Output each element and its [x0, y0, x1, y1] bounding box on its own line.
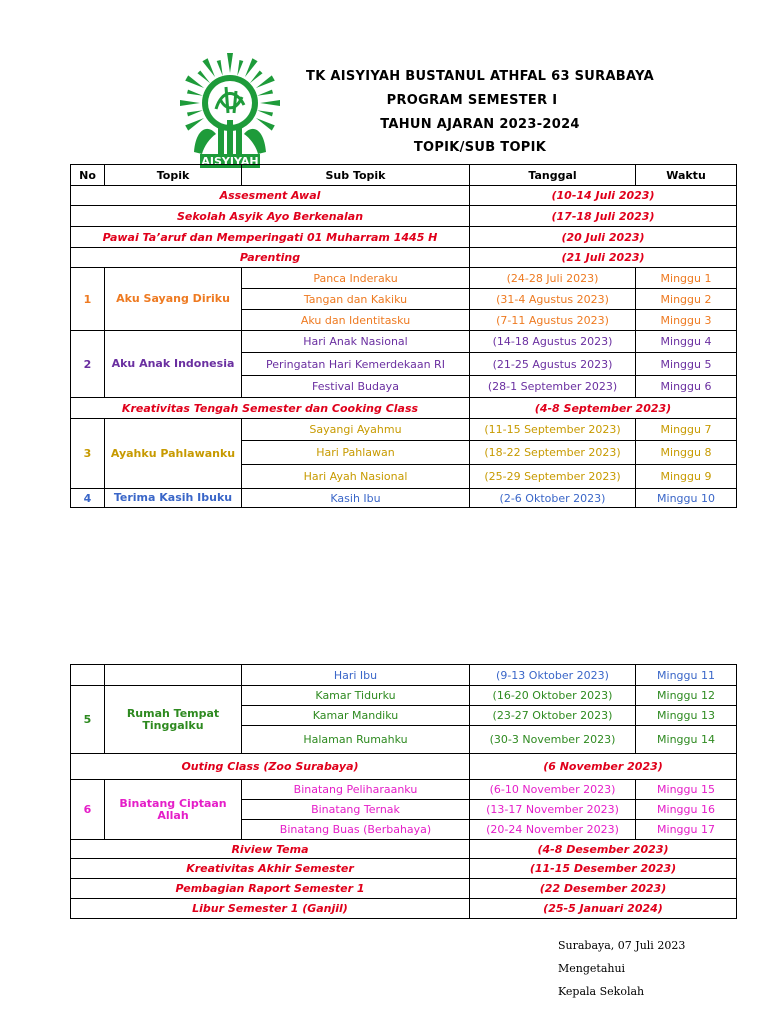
table-row: [71, 686, 737, 706]
date: (14-18 Agustus 2023): [470, 331, 636, 353]
date: (25-29 September 2023): [470, 465, 636, 489]
special-row: [71, 840, 737, 859]
date: (21-25 Agustus 2023): [470, 353, 636, 376]
week: Minggu 4: [636, 331, 737, 353]
special-row: [71, 879, 737, 899]
school-name: TK AISYIYAH BUSTANUL ATHFAL 63 SURABAYA: [306, 69, 654, 84]
date: (11-15 September 2023): [470, 419, 636, 441]
special-label: Pawai Ta’aruf dan Memperingati 01 Muharram 1445 H: [71, 227, 470, 248]
topic-number-empty: [71, 665, 105, 686]
subtopic: Sayangi Ayahmu: [242, 419, 470, 441]
table-row: [71, 780, 737, 800]
subtopic: Kamar Mandiku: [242, 706, 470, 726]
col-topik: Topik: [105, 165, 242, 186]
topic-number: 3: [71, 419, 105, 489]
subtopic: Tangan dan Kakiku: [242, 289, 470, 310]
table-subtitle: TOPIK/SUB TOPIK: [413, 140, 547, 155]
week: Minggu 10: [636, 489, 737, 508]
table-row: [71, 268, 737, 289]
special-date: (17-18 Juli 2023): [470, 206, 737, 227]
special-date: (4-8 Desember 2023): [470, 840, 737, 859]
special-label: Riview Tema: [71, 840, 470, 859]
table-row: [71, 419, 737, 441]
special-date: (25-5 Januari 2024): [470, 899, 737, 919]
subtopic: Binatang Ternak: [242, 800, 470, 820]
special-date: (4-8 September 2023): [470, 398, 737, 419]
date: (24-28 Juli 2023): [470, 268, 636, 289]
special-label: Libur Semester 1 (Ganjil): [71, 899, 470, 919]
week: Minggu 7: [636, 419, 737, 441]
table-row: [71, 665, 737, 686]
special-date: (11-15 Desember 2023): [470, 859, 737, 879]
subtopic: Hari Ibu: [242, 665, 470, 686]
week: Minggu 16: [636, 800, 737, 820]
topic-number: 1: [71, 268, 105, 331]
subtopic: Hari Anak Nasional: [242, 331, 470, 353]
special-label: Parenting: [71, 248, 470, 268]
date: (7-11 Agustus 2023): [470, 310, 636, 331]
topic-name: Aku Anak Indonesia: [105, 331, 242, 398]
date: (6-10 November 2023): [470, 780, 636, 800]
special-row: [71, 206, 737, 227]
special-date: (6 November 2023): [470, 754, 737, 780]
subtopic: Hari Ayah Nasional: [242, 465, 470, 489]
subtopic: Binatang Peliharaanku: [242, 780, 470, 800]
special-label: Sekolah Asyik Ayo Berkenalan: [71, 206, 470, 227]
col-subtopik: Sub Topik: [242, 165, 470, 186]
table-row: [71, 489, 737, 508]
program-title: PROGRAM SEMESTER I: [386, 93, 558, 108]
topic-name-empty: [105, 665, 242, 686]
special-row: [71, 754, 737, 780]
special-label: Kreativitas Akhir Semester: [71, 859, 470, 879]
signature-line-2: Kepala Sekolah: [558, 985, 645, 998]
special-row: [71, 398, 737, 419]
topic-name: Rumah Tempat Tinggalku: [105, 686, 242, 754]
col-waktu: Waktu: [636, 165, 737, 186]
special-date: (20 Juli 2023): [470, 227, 737, 248]
date: (30-3 November 2023): [470, 726, 636, 754]
topic-name: Terima Kasih Ibuku: [105, 489, 242, 508]
date: (18-22 September 2023): [470, 441, 636, 465]
week: Minggu 2: [636, 289, 737, 310]
date: (16-20 Oktober 2023): [470, 686, 636, 706]
subtopic: Hari Pahlawan: [242, 441, 470, 465]
date: (23-27 Oktober 2023): [470, 706, 636, 726]
special-date: (21 Juli 2023): [470, 248, 737, 268]
date: (2-6 Oktober 2023): [470, 489, 636, 508]
week: Minggu 12: [636, 686, 737, 706]
signature-place-date: Surabaya, 07 Juli 2023: [558, 939, 686, 952]
subtopic: Halaman Rumahku: [242, 726, 470, 754]
col-no: No: [71, 165, 105, 186]
week: Minggu 17: [636, 820, 737, 840]
week: Minggu 6: [636, 376, 737, 398]
week: Minggu 15: [636, 780, 737, 800]
subtopic: Kasih Ibu: [242, 489, 470, 508]
week: Minggu 1: [636, 268, 737, 289]
topic-number: 4: [71, 489, 105, 508]
topic-name: Ayahku Pahlawanku: [105, 419, 242, 489]
special-label: Kreativitas Tengah Semester dan Cooking Class: [71, 398, 470, 419]
special-row: [71, 248, 737, 268]
subtopic: Peringatan Hari Kemerdekaan RI: [242, 353, 470, 376]
subtopic: Panca Inderaku: [242, 268, 470, 289]
academic-year: TAHUN AJARAN 2023-2024: [380, 117, 580, 132]
signature-line-1: Mengetahui: [558, 962, 626, 975]
special-row: [71, 227, 737, 248]
topic-name: Aku Sayang Diriku: [105, 268, 242, 331]
topic-number: 2: [71, 331, 105, 398]
topic-number: 5: [71, 686, 105, 754]
week: Minggu 8: [636, 441, 737, 465]
col-tanggal: Tanggal: [470, 165, 636, 186]
date: (20-24 November 2023): [470, 820, 636, 840]
week: Minggu 13: [636, 706, 737, 726]
special-label: Outing Class (Zoo Surabaya): [71, 754, 470, 780]
topic-number: 6: [71, 780, 105, 840]
subtopic: Binatang Buas (Berbahaya): [242, 820, 470, 840]
subtopic: Festival Budaya: [242, 376, 470, 398]
week: Minggu 11: [636, 665, 737, 686]
schedule-table-2: [70, 664, 737, 919]
special-row: [71, 186, 737, 206]
date: (9-13 Oktober 2023): [470, 665, 636, 686]
logo-text: AISYIYAH: [201, 155, 259, 168]
aisyiyah-logo: [174, 48, 286, 170]
week: Minggu 5: [636, 353, 737, 376]
special-label: Assesment Awal: [71, 186, 470, 206]
topic-name: Binatang Ciptaan Allah: [105, 780, 242, 840]
special-row: [71, 859, 737, 879]
week: Minggu 9: [636, 465, 737, 489]
special-date: (22 Desember 2023): [470, 879, 737, 899]
date: (31-4 Agustus 2023): [470, 289, 636, 310]
special-label: Pembagian Raport Semester 1: [71, 879, 470, 899]
special-row: [71, 899, 737, 919]
special-date: (10-14 Juli 2023): [470, 186, 737, 206]
table-row: [71, 331, 737, 353]
date: (13-17 November 2023): [470, 800, 636, 820]
header-row: [71, 165, 737, 186]
date: (28-1 September 2023): [470, 376, 636, 398]
week: Minggu 14: [636, 726, 737, 754]
schedule-table-1: [70, 164, 737, 508]
subtopic: Kamar Tidurku: [242, 686, 470, 706]
subtopic: Aku dan Identitasku: [242, 310, 470, 331]
week: Minggu 3: [636, 310, 737, 331]
